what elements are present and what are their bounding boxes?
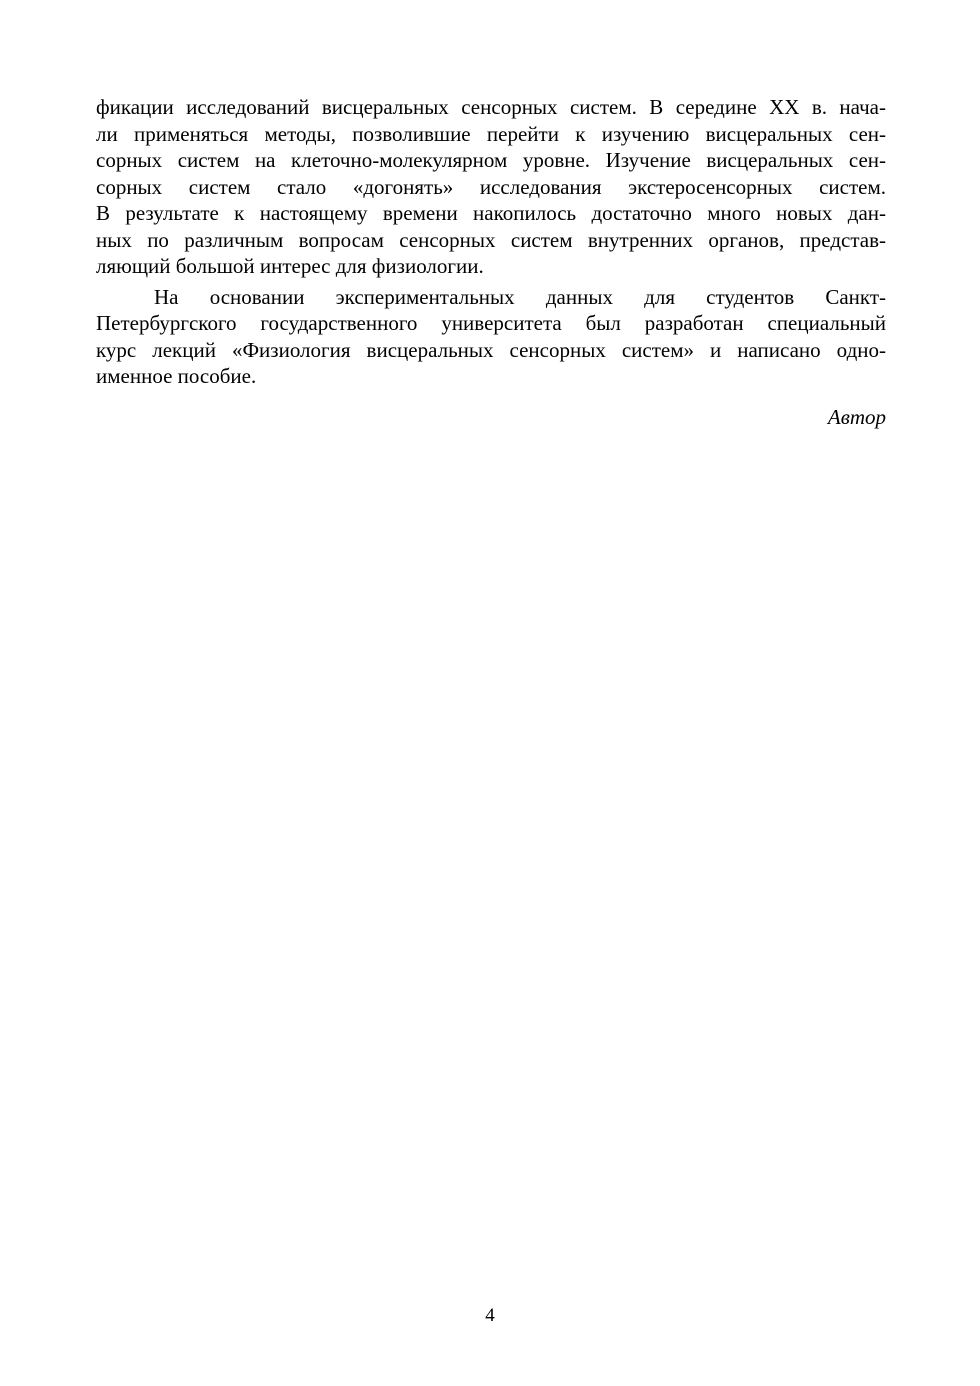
text-line: ли применяться методы, позволившие перейти к изучению висцеральных сен-: [96, 121, 886, 146]
text-line: В результате к настоящему времени накопилось достаточно много новых дан-: [96, 201, 886, 225]
author-signature: Автор: [827, 405, 886, 429]
text-line: курс лекций «Физиология висцеральных сенсорных систем» и написано одно-: [96, 337, 886, 362]
page-number: 4: [485, 1305, 495, 1326]
body-text: [96, 94, 886, 390]
text-line: Петербургского государственного университета был разработан специальный: [96, 311, 886, 335]
text-line: фикации исследований висцеральных сенсорных систем. В середине XX в. нача-: [96, 95, 886, 119]
text-line: ных по различным вопросам сенсорных систем внутренних органов, представ-: [96, 227, 886, 252]
paragraph-2: [96, 284, 886, 390]
text-line: сорных систем стало «догонять» исследования экстеросенсорных систем.: [96, 174, 886, 199]
text-line: На основании экспериментальных данных для студентов Санкт-: [154, 284, 886, 309]
text-line: сорных систем на клеточно-молекулярном уровне. Изучение висцеральных сен-: [96, 148, 886, 172]
text-line: ляющий большой интерес для физиологии.: [96, 254, 484, 278]
paragraph-1: [96, 94, 886, 280]
text-line: именное пособие.: [96, 364, 257, 388]
